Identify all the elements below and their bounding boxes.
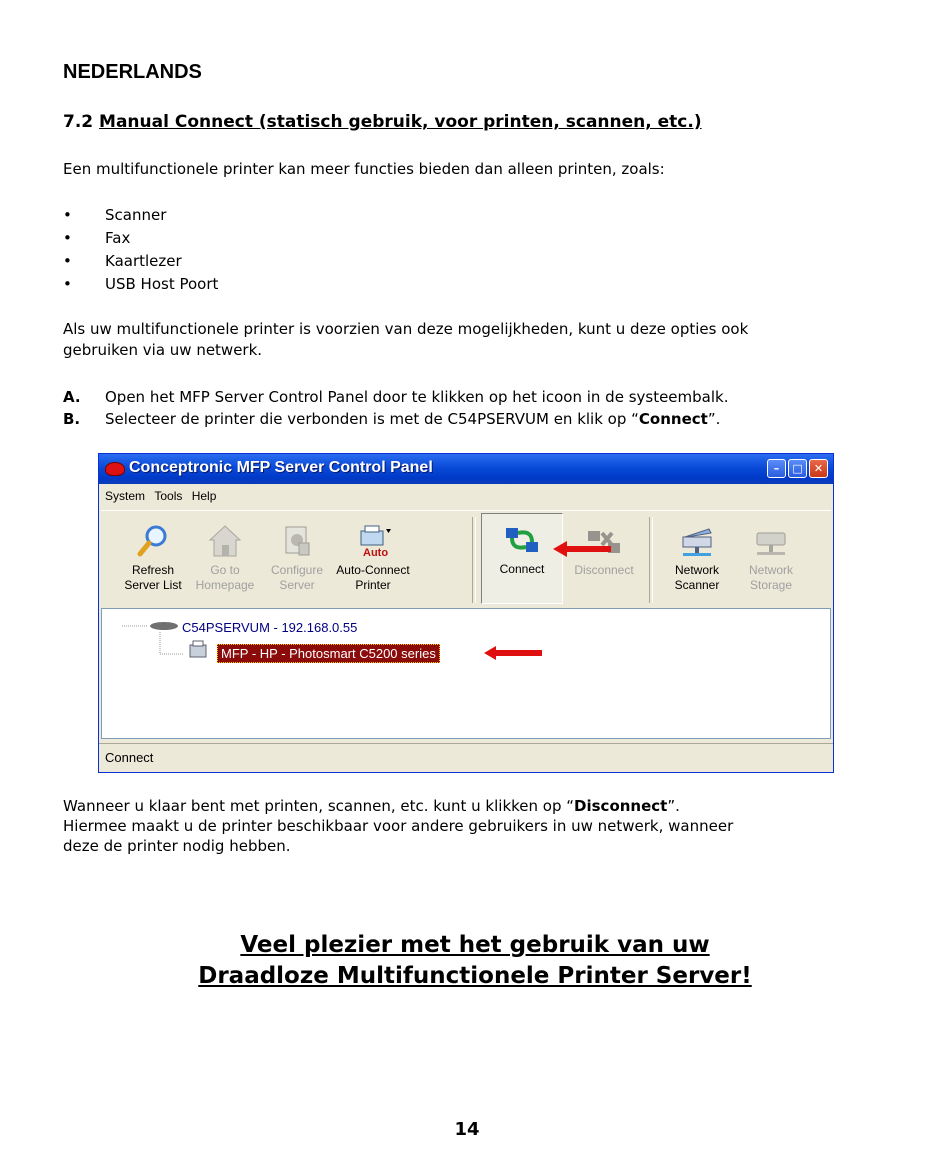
list-item: • Kaartlezer	[63, 250, 218, 273]
section-number: 7.2	[63, 112, 94, 132]
step-bold: Connect	[638, 410, 708, 428]
outro-paragraph	[63, 796, 733, 856]
go-to-homepage-button[interactable]: Go to Homepage	[189, 515, 261, 603]
section-heading	[63, 112, 702, 132]
home-icon	[207, 523, 243, 559]
network-paragraph-line1: Als uw multifunctionele printer is voorzien van deze mogelijkheden, kunt u deze opties ook	[63, 320, 749, 338]
refresh-server-list-button[interactable]: Refresh Server List	[117, 515, 189, 603]
title-bar[interactable]	[99, 454, 833, 484]
network-scanner-icon	[679, 523, 715, 559]
server-tree	[101, 608, 831, 739]
outro-line3: deze de printer nodig hebben.	[63, 837, 291, 855]
control-panel-window	[98, 453, 834, 773]
page-number: 14	[454, 1119, 480, 1140]
maximize-icon[interactable]: □	[788, 459, 807, 478]
step-letter: B.	[63, 410, 81, 428]
feature-list	[63, 204, 218, 296]
auto-connect-icon	[355, 523, 391, 559]
network-paragraph-line2: gebruiken via uw netwerk.	[63, 341, 263, 359]
step-b	[63, 408, 728, 430]
connect-button[interactable]: Connect	[481, 513, 563, 604]
step-text: Selecteer de printer die verbonden is met de C54PSERVUM en klik op “	[105, 410, 639, 428]
step-letter: A.	[63, 388, 81, 406]
outro-line1-a: Wanneer u klaar bent met printen, scannen, etc. kunt u klikken op “	[63, 797, 575, 815]
red-arrow-icon	[484, 645, 544, 661]
closing-line2: Draadloze Multifunctionele Printer Server!	[198, 963, 752, 989]
intro-paragraph: Een multifunctionele printer kan meer functies bieden dan alleen printen, zoals:	[63, 160, 665, 178]
status-bar: Connect	[99, 743, 833, 772]
closing-message	[0, 930, 950, 992]
auto-connect-printer-button[interactable]: Auto Auto-Connect Printer	[333, 515, 413, 603]
window-title: Conceptronic MFP Server Control Panel	[129, 459, 433, 476]
outro-bold: Disconnect	[574, 797, 668, 815]
list-item: • USB Host Poort	[63, 273, 218, 296]
step-a	[63, 386, 728, 408]
step-text-end: ”.	[707, 410, 721, 428]
language-heading: NEDERLANDS	[63, 61, 202, 83]
toolbar-separator	[472, 517, 476, 603]
outro-line1-b: ”.	[667, 797, 680, 815]
section-title: Manual Connect (statisch gebruik, voor printen, scannen, etc.)	[99, 112, 702, 132]
network-storage-button[interactable]: Network Storage	[735, 515, 807, 603]
toolbar	[101, 510, 831, 606]
menu-bar	[99, 485, 833, 507]
tree-item-printer-selected[interactable]: MFP - HP - Photosmart C5200 series	[217, 644, 440, 663]
tree-item-server[interactable]: C54PSERVUM - 192.168.0.55	[182, 620, 358, 635]
toolbar-separator	[649, 517, 653, 603]
red-arrow-icon	[553, 539, 613, 559]
menu-system[interactable]: System	[105, 489, 146, 503]
closing-line1: Veel plezier met het gebruik van uw	[240, 932, 710, 958]
connect-icon	[504, 522, 540, 558]
minimize-icon[interactable]: –	[767, 459, 786, 478]
app-logo-icon	[105, 462, 125, 476]
disconnect-button[interactable]: Disconnect	[565, 515, 643, 603]
step-text: Open het MFP Server Control Panel door te klikken op het icoon in de systeembalk.	[105, 388, 729, 406]
list-item: • Fax	[63, 227, 218, 250]
configure-server-button[interactable]: Configure Server	[261, 515, 333, 603]
outro-line2: Hiermee maakt u de printer beschikbaar voor andere gebruikers in uw netwerk, wanneer	[63, 817, 734, 835]
refresh-magnifier-icon	[135, 523, 171, 559]
network-storage-icon	[753, 523, 789, 559]
step-list	[63, 386, 728, 430]
network-scanner-button[interactable]: Network Scanner	[661, 515, 733, 603]
svg-text:Auto: Auto	[363, 547, 389, 559]
list-item: • Scanner	[63, 204, 218, 227]
close-icon[interactable]: ✕	[809, 459, 828, 478]
menu-tools[interactable]: Tools	[154, 489, 183, 503]
configure-icon	[279, 523, 315, 559]
menu-help[interactable]: Help	[191, 489, 217, 503]
